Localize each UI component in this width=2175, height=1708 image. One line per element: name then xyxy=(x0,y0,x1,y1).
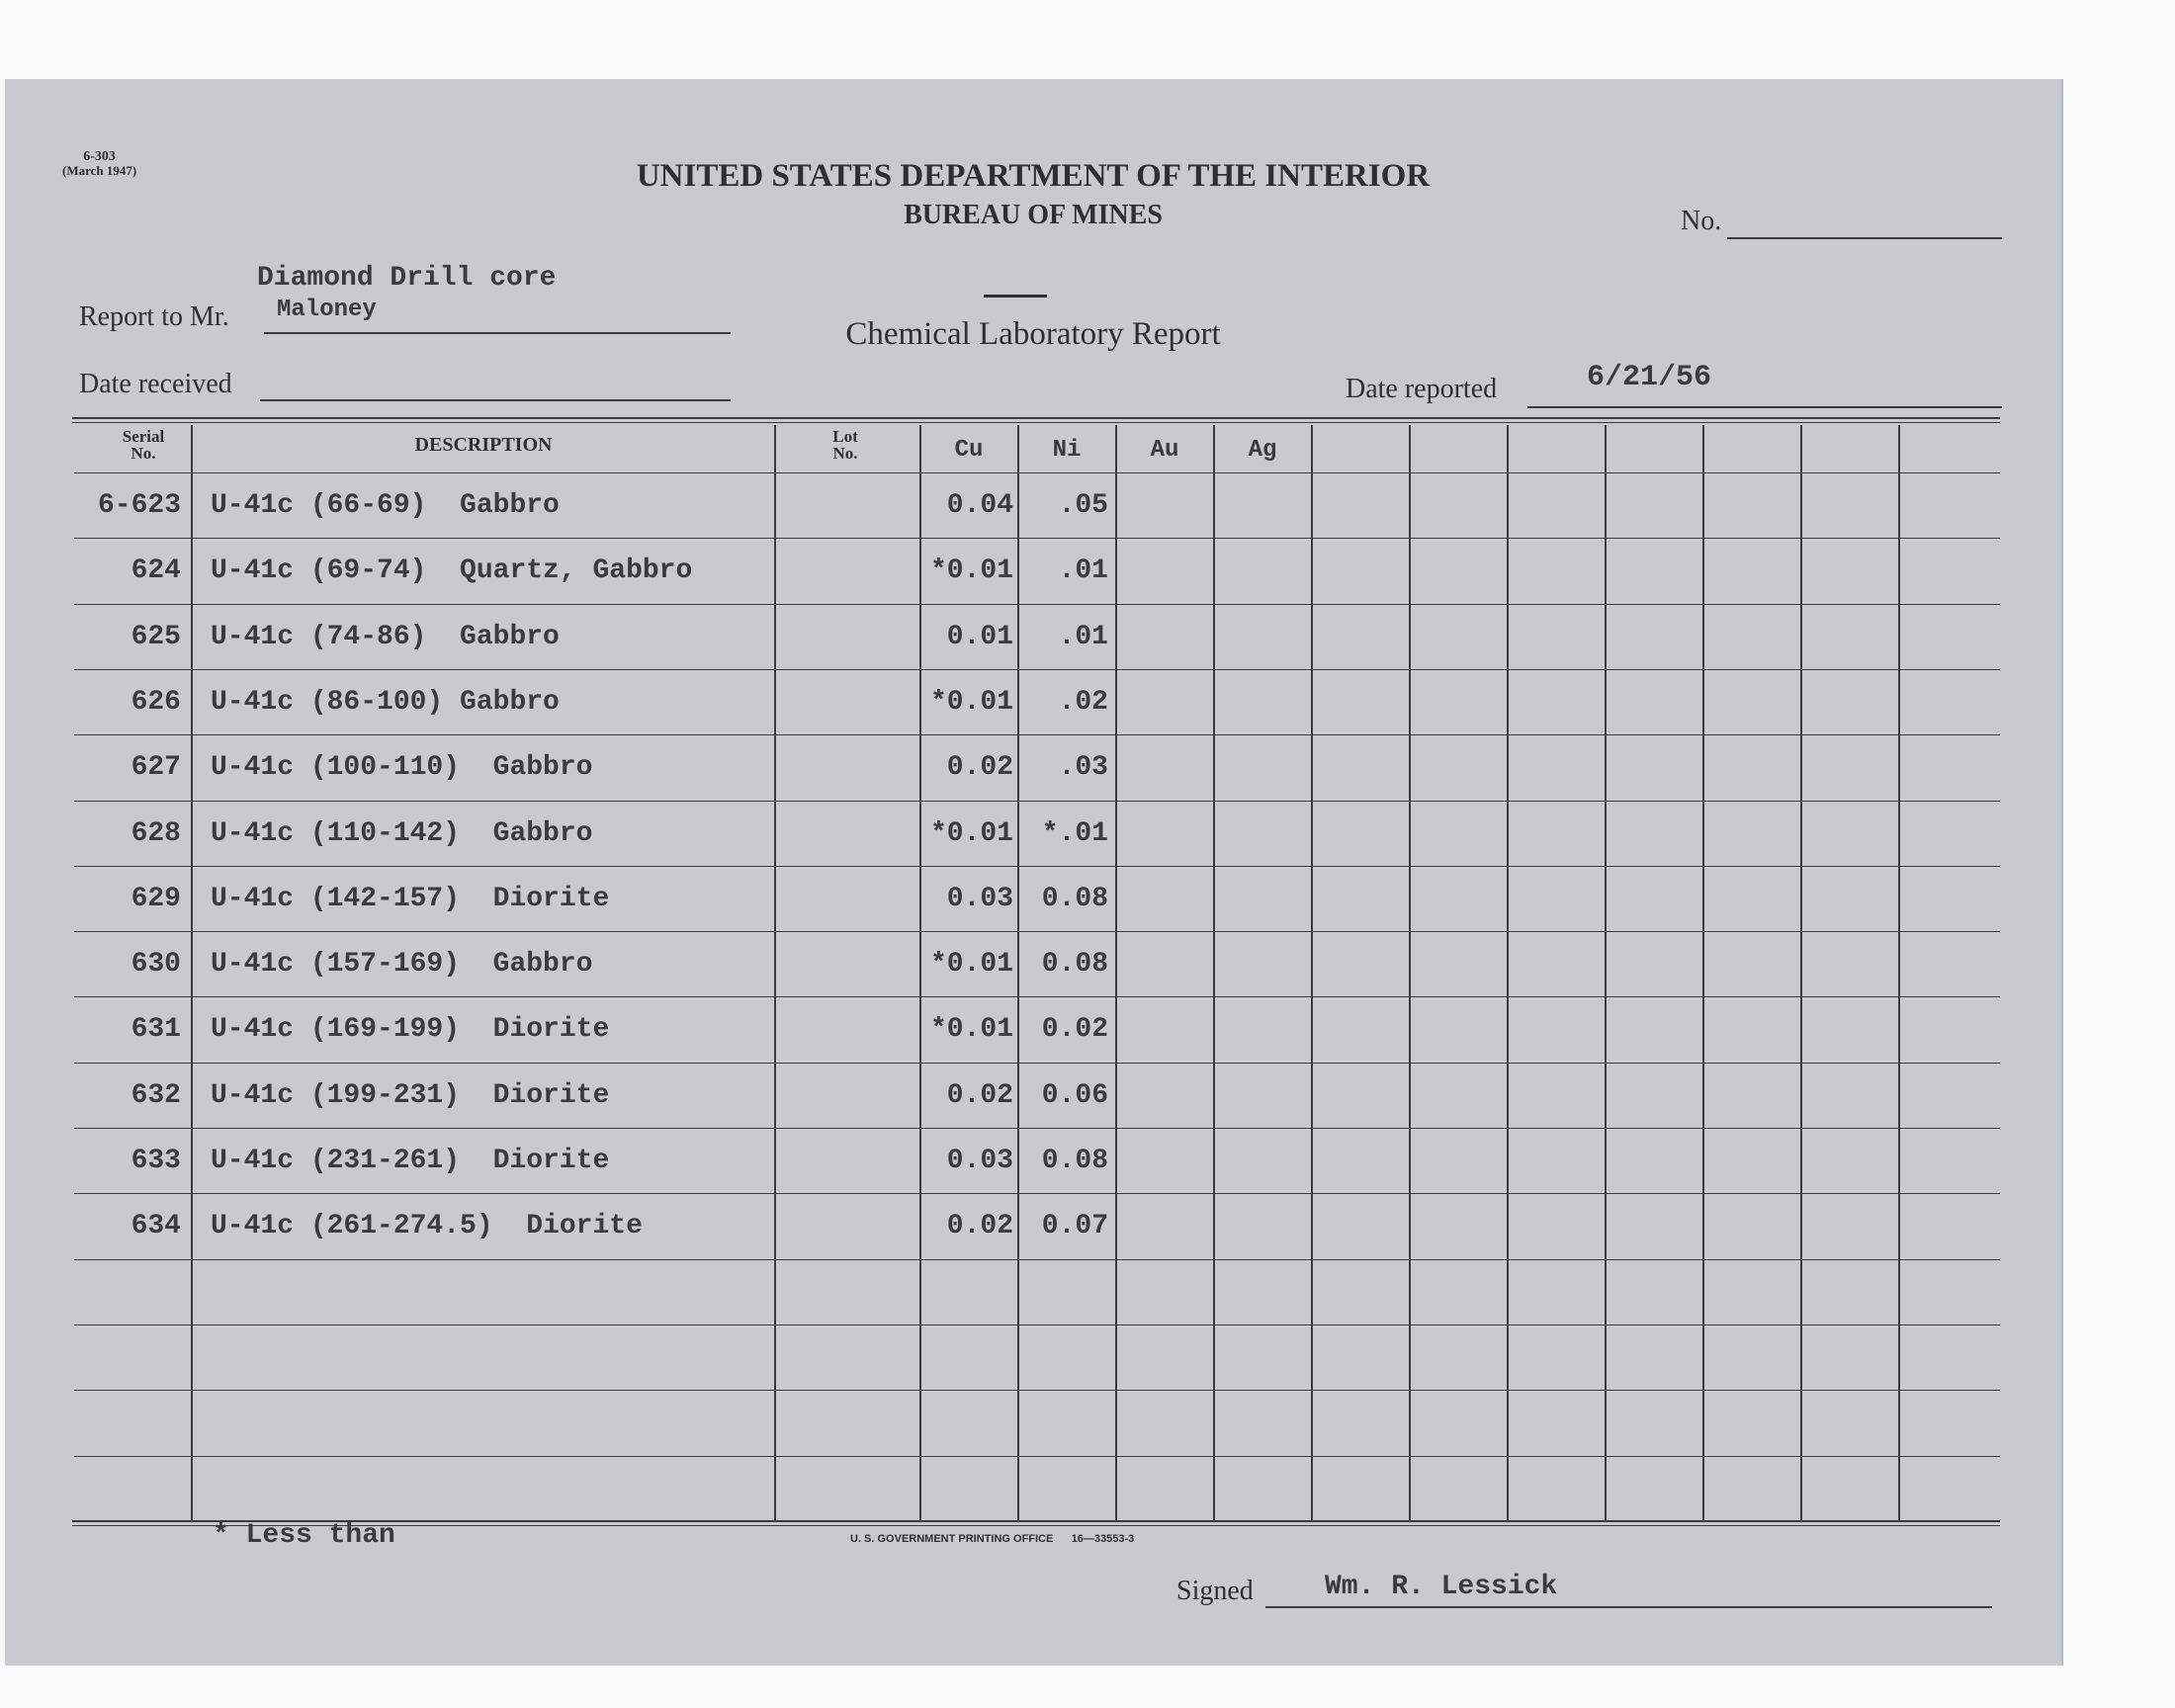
signed-label: Signed xyxy=(1176,1576,1254,1606)
form-number-code: 6-303 xyxy=(83,149,116,164)
cell-ni: *.01 xyxy=(1041,818,1108,849)
printer-code: 16—33553-3 xyxy=(1071,1533,1135,1545)
cell-cu: *0.01 xyxy=(929,949,1013,980)
printer-name: U. S. GOVERNMENT PRINTING OFFICE xyxy=(850,1533,1054,1545)
date-reported-value: 6/21/56 xyxy=(1587,361,1712,394)
row-rule xyxy=(74,669,2000,670)
cell-ni: .01 xyxy=(1058,555,1108,586)
col-rule-blank-2 xyxy=(1507,425,1509,1520)
row-rule xyxy=(74,1128,2000,1129)
col-rule-ni xyxy=(1115,425,1117,1520)
col-rule-blank-5 xyxy=(1800,425,1802,1520)
col-rule-blank-6 xyxy=(1898,425,1900,1520)
title-divider xyxy=(984,295,1047,298)
date-reported-label: Date reported xyxy=(1346,374,1498,404)
cell-description: U-41c (231-261) Diorite xyxy=(211,1146,610,1176)
cell-ni: 0.08 xyxy=(1041,884,1108,914)
cell-serial: 628 xyxy=(130,818,181,849)
cell-serial: 631 xyxy=(130,1014,181,1045)
cell-cu: 0.02 xyxy=(946,752,1013,783)
row-rule xyxy=(74,1193,2000,1194)
header-description: DESCRIPTION xyxy=(414,434,553,456)
cell-ni: 0.08 xyxy=(1041,949,1108,980)
date-received-label: Date received xyxy=(79,369,232,399)
header-serial-line2: No. xyxy=(130,444,156,463)
col-rule-serial xyxy=(191,425,193,1520)
header-serial xyxy=(104,428,183,462)
col-rule-description xyxy=(774,425,776,1520)
bureau-heading: BUREAU OF MINES xyxy=(904,200,1163,230)
row-rule xyxy=(74,801,2000,802)
cell-cu: *0.01 xyxy=(929,1014,1013,1045)
header-lot-line2: No. xyxy=(832,444,858,463)
cell-ni: 0.02 xyxy=(1041,1014,1108,1045)
header-ni: Ni xyxy=(1052,437,1082,464)
cell-serial: 629 xyxy=(130,884,181,914)
cell-serial: 632 xyxy=(130,1080,181,1111)
department-heading: UNITED STATES DEPARTMENT OF THE INTERIOR xyxy=(636,158,1431,194)
header-bottom-rule xyxy=(74,472,2000,473)
cell-serial: 634 xyxy=(130,1211,181,1241)
cell-description: U-41c (169-199) Diorite xyxy=(211,1014,610,1045)
date-received-line xyxy=(260,399,731,401)
cell-serial: 630 xyxy=(130,949,181,980)
cell-description: U-41c (199-231) Diorite xyxy=(211,1080,610,1111)
no-field-line xyxy=(1727,237,2002,239)
header-ag: Ag xyxy=(1248,437,1277,464)
printer-imprint xyxy=(850,1533,1134,1545)
row-rule xyxy=(74,1063,2000,1064)
table-top-rule-2 xyxy=(72,422,2000,423)
col-rule-blank-4 xyxy=(1702,425,1704,1520)
col-rule-au xyxy=(1213,425,1215,1520)
col-rule-blank-3 xyxy=(1605,425,1607,1520)
subject-value: Diamond Drill core xyxy=(257,263,557,294)
row-rule xyxy=(74,866,2000,867)
cell-cu: 0.01 xyxy=(946,622,1013,652)
row-rule xyxy=(74,1324,2000,1325)
cell-cu: *0.01 xyxy=(929,818,1013,849)
cell-ni: .02 xyxy=(1058,687,1108,718)
report-form xyxy=(5,79,2063,1665)
row-rule xyxy=(74,604,2000,605)
cell-description: U-41c (157-169) Gabbro xyxy=(211,949,593,980)
cell-description: U-41c (74-86) Gabbro xyxy=(211,622,560,652)
cell-cu: 0.03 xyxy=(946,884,1013,914)
date-reported-line xyxy=(1527,406,2002,408)
cell-description: U-41c (100-110) Gabbro xyxy=(211,752,593,783)
signed-value: Wm. R. Lessick xyxy=(1325,1572,1558,1602)
header-serial-line1: Serial xyxy=(122,427,165,446)
cell-cu: 0.03 xyxy=(946,1146,1013,1176)
col-rule-lot xyxy=(919,425,921,1520)
cell-description: U-41c (86-100) Gabbro xyxy=(211,687,560,718)
cell-serial: 6-623 xyxy=(97,490,181,521)
header-cu: Cu xyxy=(954,437,984,464)
row-rule xyxy=(74,931,2000,932)
cell-ni: 0.08 xyxy=(1041,1146,1108,1176)
no-label: No. xyxy=(1681,206,1722,236)
cell-serial: 633 xyxy=(130,1146,181,1176)
cell-cu: 0.04 xyxy=(946,490,1013,521)
report-to-line xyxy=(264,332,731,334)
footnote-less-than: * Less than xyxy=(213,1520,395,1551)
form-edition: (March 1947) xyxy=(62,163,137,178)
cell-description: U-41c (142-157) Diorite xyxy=(211,884,610,914)
table-top-rule xyxy=(72,417,2000,419)
cell-serial: 625 xyxy=(130,622,181,652)
cell-cu: *0.01 xyxy=(929,687,1013,718)
header-lot-line1: Lot xyxy=(832,427,858,446)
row-rule xyxy=(74,1456,2000,1457)
cell-description: U-41c (261-274.5) Diorite xyxy=(211,1211,643,1241)
col-rule-blank-1 xyxy=(1409,425,1411,1520)
cell-description: U-41c (66-69) Gabbro xyxy=(211,490,560,521)
col-rule-ag xyxy=(1311,425,1313,1520)
cell-cu: *0.01 xyxy=(929,555,1013,586)
row-rule xyxy=(74,1259,2000,1260)
cell-ni: .03 xyxy=(1058,752,1108,783)
cell-serial: 624 xyxy=(130,555,181,586)
cell-ni: 0.07 xyxy=(1041,1211,1108,1241)
header-lot xyxy=(796,428,895,462)
row-rule xyxy=(74,1390,2000,1391)
cell-serial: 627 xyxy=(130,752,181,783)
cell-serial: 626 xyxy=(130,687,181,718)
cell-cu: 0.02 xyxy=(946,1211,1013,1241)
cell-description: U-41c (110-142) Gabbro xyxy=(211,818,593,849)
report-to-value: Maloney xyxy=(277,297,377,323)
cell-ni: .05 xyxy=(1058,490,1108,521)
report-to-label: Report to Mr. xyxy=(79,301,229,332)
signed-line xyxy=(1265,1606,1992,1608)
row-rule xyxy=(74,538,2000,539)
row-rule xyxy=(74,734,2000,735)
cell-ni: 0.06 xyxy=(1041,1080,1108,1111)
cell-ni: .01 xyxy=(1058,622,1108,652)
cell-cu: 0.02 xyxy=(946,1080,1013,1111)
cell-description: U-41c (69-74) Quartz, Gabbro xyxy=(211,555,693,586)
row-rule xyxy=(74,996,2000,997)
report-title: Chemical Laboratory Report xyxy=(845,316,1221,352)
header-au: Au xyxy=(1150,437,1179,464)
